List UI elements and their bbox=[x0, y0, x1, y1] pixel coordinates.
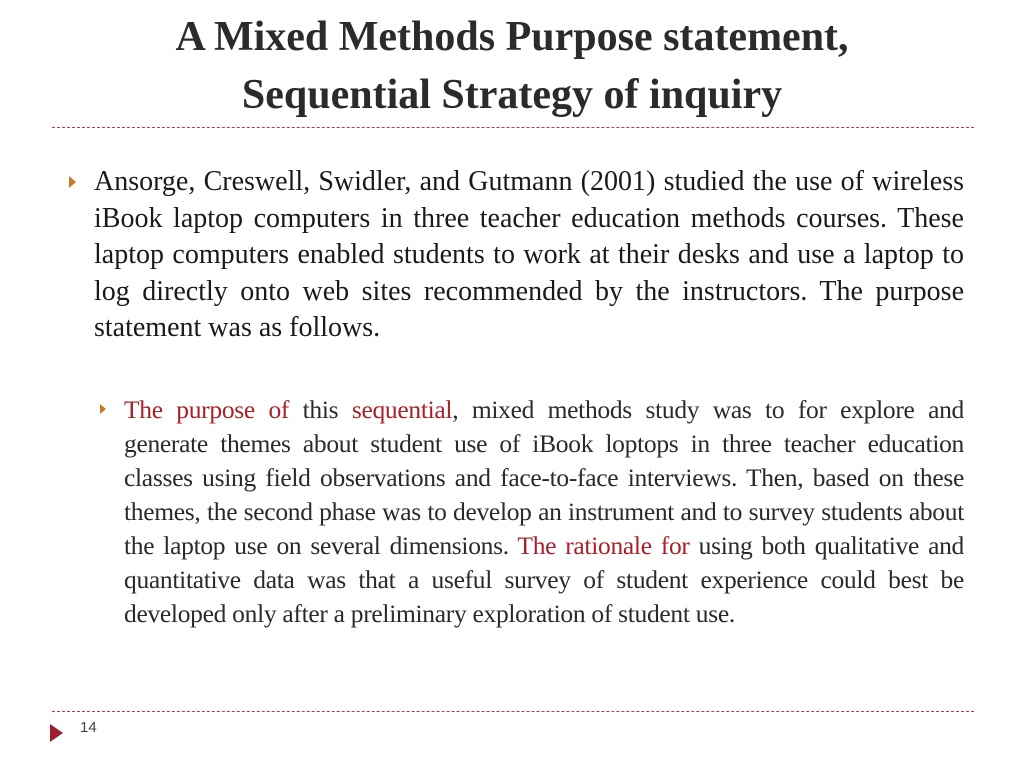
bullet-arrow-icon bbox=[69, 176, 76, 188]
highlight-rationale: The rationale for bbox=[517, 531, 690, 560]
main-bullet-text: Ansorge, Creswell, Swidler, and Gutmann (2001) studied the use of wireless iBook laptop computers in three teacher education methods courses. These laptop computers enabled students to work at their desks and use a laptop to log directly onto web sites recommended by the instructors. The purpose statement was as follows. bbox=[94, 166, 964, 343]
footer-divider bbox=[52, 711, 974, 712]
title-line-2: Sequential Strategy of inquiry bbox=[241, 72, 783, 118]
highlight-sequential: sequential bbox=[351, 395, 453, 424]
title-line-1: A Mixed Methods Purpose statement, bbox=[175, 14, 849, 60]
sub-text-1: this bbox=[289, 395, 352, 424]
title-divider bbox=[52, 127, 974, 128]
sub-text-3: using both qualitative and quantitative data was that a useful survey of student experience could best be developed only after a preliminary exploration of student use. bbox=[124, 531, 964, 628]
sub-text-2: , mixed methods study was to for explore and generate themes about student use of iBook loptops in three teacher education classes using field observations and face-to-face interviews. Then, based on these themes, the second phase was to develop an instrument and to survey students about the laptop use on several dimensions. bbox=[124, 395, 965, 560]
slide-title bbox=[40, 8, 984, 124]
highlight-purpose: The purpose of bbox=[124, 395, 290, 424]
sub-bullet-arrow-icon bbox=[100, 404, 106, 414]
sub-bullet-text bbox=[124, 393, 964, 631]
page-number: 14 bbox=[80, 719, 97, 736]
footer-arrow-icon bbox=[50, 724, 63, 742]
